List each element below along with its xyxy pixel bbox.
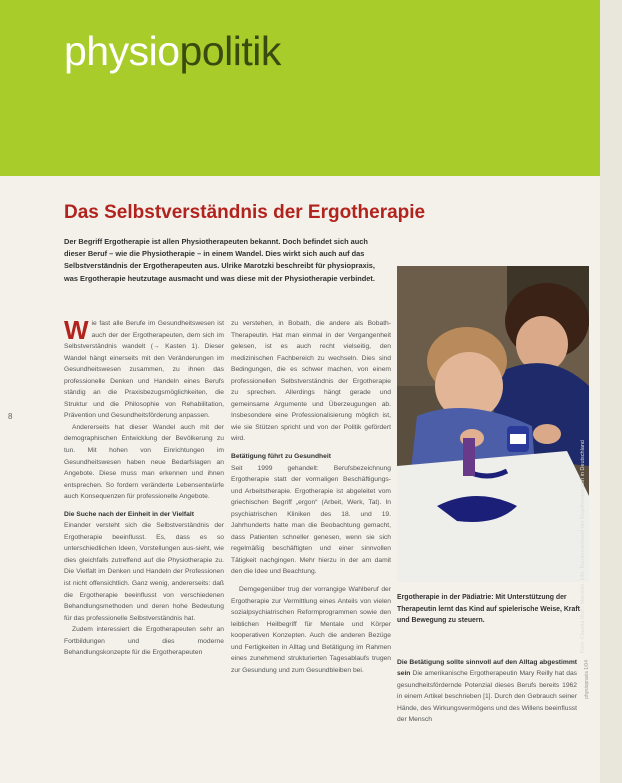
therapy-photo [397,266,589,582]
article-intro: Der Begriff Ergotherapie ist allen Physiotherapeuten bekannt. Doch befindet sich auch dieser Beruf – wie die Physiotherapie – in einem Wandel. Dies wirkt sich auch auf das Selbstverständnis der Ergotherapeuten aus. Ulrike Marotzki beschreibt für physiopraxis, was Ergotherapie heutzutage ausmacht und was diese mit der Physiotherapie verbindet. [64,237,375,283]
article-column-1 [64,315,224,659]
photo-credit: Foto: Claudia Ruff / Marotzki. Info: Bundesverband der Ergotherapeuten in Deutschland [580,440,586,654]
section-title-part1: physio [64,28,180,74]
paragraph-text: Die amerikanische Ergotherapeutin Mary Reilly hat das gesundheitsfördernde Potenzial dieses Berufs bereits 1962 in einem Artikel beschrieben [1]. Durch den Gebrauch seiner Hände, des Wirkungsvermögens und des Willens beeinflusst der Mensch [397,670,578,724]
article-headline: Das Selbstverständnis der Ergotherapie [64,202,426,223]
article-column-3 [397,657,577,725]
photo-caption: Ergotherapie in der Pädiatrie: Mit Unterstützung der Therapeutin lernt das Kind auf spielerische Weise, Kraft und Bewegung zu steuern. [397,594,580,624]
paragraph: Einander versteht sich die Selbstverständnis der Ergotherapie beeinflusst. Es, dass es so unterschiedlichen Ideen, Vorstellungen aus-sieht, wie dies gleichfalls zutreffend auf die Physiotherapie zu. Die Vielfalt im Denken und Handeln der Professionen ist nicht offensichtlich. Ganz wenig, andererseits: daß die Ergotherapie beeinflusst von verschiedenen Behandlungsmethoden und deren hohe Bedeutung für das professionelle Selbstverständnis hat. [64,522,224,622]
paragraph [64,315,224,422]
subheading: Betätigung führt zu Gesundheit [231,453,331,461]
paragraph: Demgegenüber trug der vorrangige Wahlberuf der Ergotherapie zur Vermittlung eines Anteils von vielen sozialpsychiatrischen Reformprogrammen sowie den leiblichen Heilbegriff für Mentale und Körper kooperativen Konzepten. Auch die anderen Bezüge und Fertigkeiten in Alltag und Betätigung im Rahmen eines zunehmend strukturierten Tagesablaufs trugen zur Gesundung und zum Gesundbleiben bei. [231,586,391,674]
paragraph: Seit 1999 gehandelt: Berufsbezeichnung Ergotherapie statt der vormaligen Beschäftigungs- und Arbeitstherapie. Ergotherapie ist abgeleitet vom griechischen Begriff „ergon“ (Arbeit, Werk, Tat). In psychiatrischen Kliniken des 18. und 19. Jahrhunderts hatte man die Beobachtung gemacht, dass Patienten schneller genesen, wenn sie sich regelmäßig beschäftigten und einer sinnvollen Tätigkeit nachgingen. Mehr hierzu in der am damit den die Idee und Beachtung. [231,464,391,576]
subheading: Die Suche nach der Einheit in der Vielfalt [64,510,194,518]
section-title [64,28,281,75]
paragraph: Andererseits hat dieser Wandel auch mit der demographischen Entwicklung der Bevölkerung zu tun. Mit hohen von Einrichtungen im Gesundheitswesen haben neue Bedarfslagen an Angebote. Diese muss man erkennen und ihnen entsprechen. So fordern veränderte Lebensentwürfe auch Konsequenzen für professionelle Angebote. [64,423,224,501]
drop-cap: W [64,315,89,345]
paragraph: Zudem interessiert die Ergotherapeuten sehr an Fortbildungen und dies moderne Behandlungskonzepte für die Ergotherapeuten [64,626,224,657]
subheading: Die Betätigung sollte sinnvoll auf den Alltag abgestimmt sein [397,659,577,678]
page-number: 8 [8,412,13,421]
paragraph-text: ie fast alle Berufe im Gesundheitswesen ist auch der der Ergotherapeuten, dem sich im Selbstverständnis wandelt (→ Kasten 1). Dieser Wandel hängt einerseits mit den Veränderungen im Gesundheitswesen zusammen, zu ihnen das professionelle Denken und Handeln eines Berufs ständig an die Praxisbezugsmöglichkeiten, die Struktur und die Philosophie von Rehabilitation, Prävention und Gesundheitsförderung anpassen. [64,320,224,420]
header-banner [0,0,600,176]
photo-illustration [397,266,589,582]
article-column-2 [231,318,391,676]
issue-label: physiopraxis 1/04 [584,660,590,699]
paragraph: zu verstehen, in Bobath, die andere als Bobath-Therapeutin. Hat man einmal in der Vergangenheit gelesen, ist es auch recht vielseitig, den medizinischen Fachbereich zu wechseln. Dies sind Bedingungen, die es schwer machen, von einem professionellen Selbstverständnis der Ergotherapie zu sprechen. Allerdings hängt gerade und gemeinsame Argumente und Überzeugungen ab. Insbesondere eine Professionalisierung möglich ist, wie sie Stützen spricht und von der Politik gefördert wird. [231,320,391,443]
page-edge [600,0,622,783]
section-title-part2: politik [179,28,281,74]
